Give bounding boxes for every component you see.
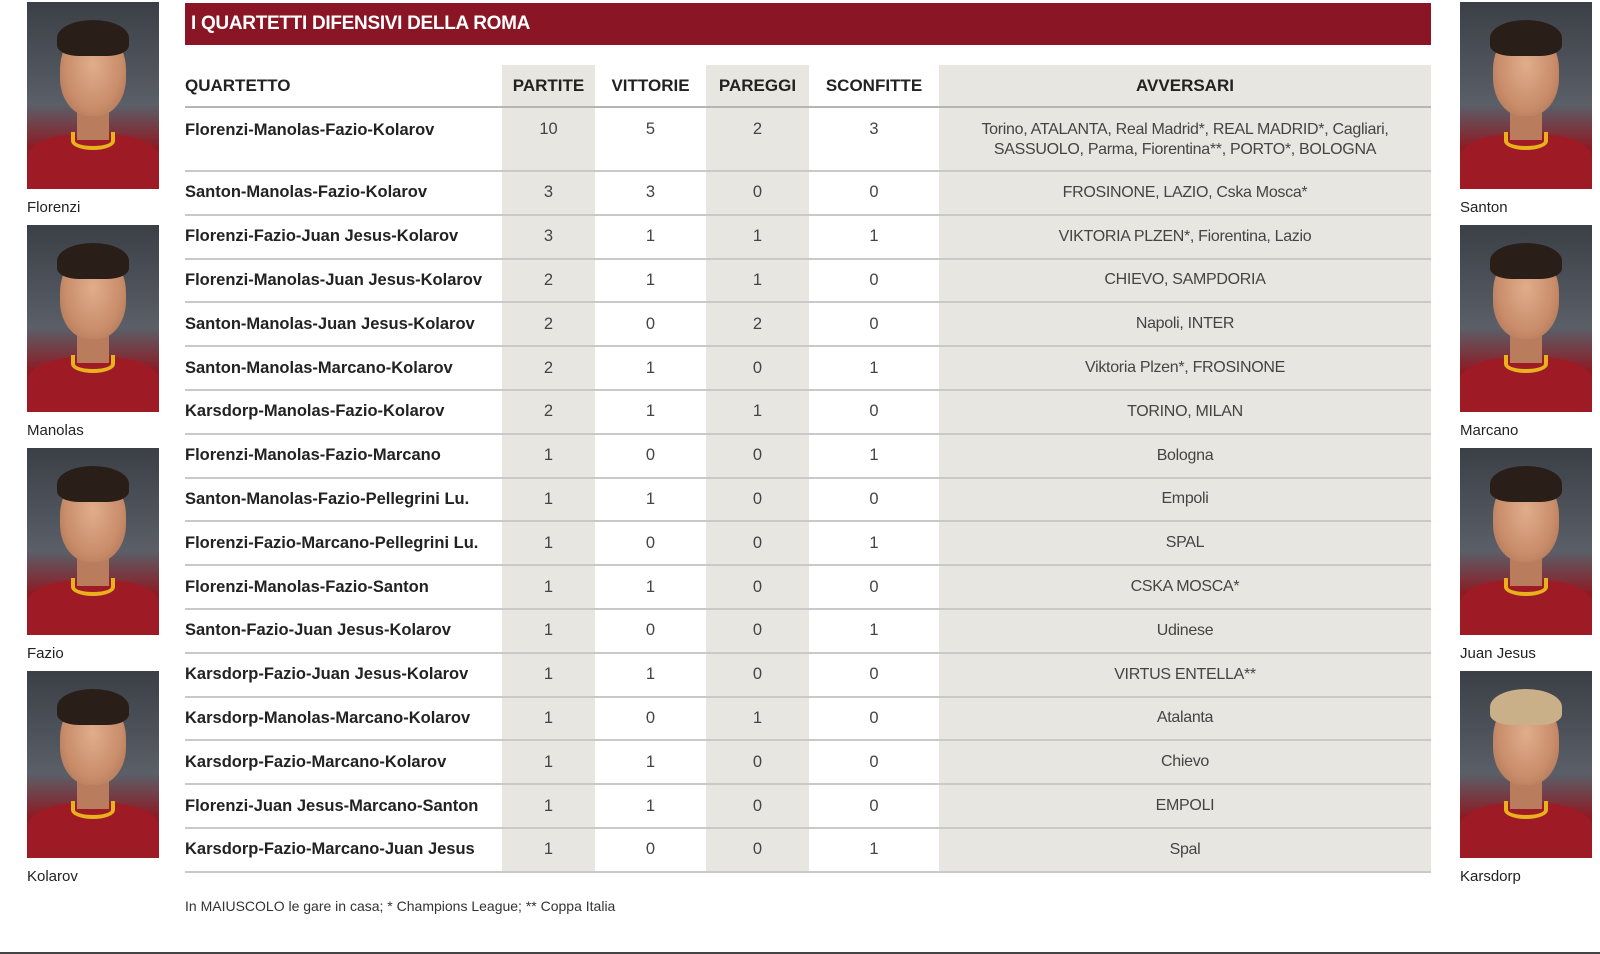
cell-sconfitte: 0: [809, 653, 939, 697]
cell-pareggi: 1: [706, 259, 809, 303]
cell-vittorie: 0: [595, 521, 706, 565]
cell-partite: 1: [502, 434, 595, 478]
player-card-manolas: [27, 225, 159, 439]
player-photo: [1460, 225, 1592, 412]
cell-pareggi: 0: [706, 171, 809, 215]
player-name: Santon: [1460, 199, 1508, 216]
cell-partite: 3: [502, 171, 595, 215]
cell-vittorie: 1: [595, 653, 706, 697]
header-vittorie: VITTORIE: [595, 65, 706, 107]
cell-quartetto: Santon-Manolas-Marcano-Kolarov: [185, 346, 502, 390]
cell-avversari: SPAL: [939, 521, 1431, 565]
header-partite: PARTITE: [502, 65, 595, 107]
cell-avversari: Napoli, INTER: [939, 302, 1431, 346]
player-photo: [1460, 448, 1592, 635]
cell-sconfitte: 0: [809, 259, 939, 303]
cell-sconfitte: 1: [809, 346, 939, 390]
table-row: [185, 478, 1431, 522]
header-sconfitte: SCONFITTE: [809, 65, 939, 107]
table-row: [185, 653, 1431, 697]
cell-sconfitte: 1: [809, 609, 939, 653]
cell-avversari: TORINO, MILAN: [939, 390, 1431, 434]
cell-partite: 2: [502, 302, 595, 346]
cell-quartetto: Santon-Manolas-Fazio-Kolarov: [185, 171, 502, 215]
cell-quartetto: Santon-Fazio-Juan Jesus-Kolarov: [185, 609, 502, 653]
player-card-juan-jesus: [1460, 448, 1592, 662]
cell-quartetto: Florenzi-Manolas-Fazio-Marcano: [185, 434, 502, 478]
table-body: [185, 107, 1431, 872]
cell-sconfitte: 0: [809, 478, 939, 522]
cell-vittorie: 0: [595, 697, 706, 741]
cell-vittorie: 1: [595, 259, 706, 303]
player-name: Florenzi: [27, 199, 81, 216]
cell-vittorie: 0: [595, 302, 706, 346]
cell-vittorie: 3: [595, 171, 706, 215]
table-row: [185, 215, 1431, 259]
player-card-karsdorp: [1460, 671, 1592, 885]
cell-quartetto: Karsdorp-Fazio-Marcano-Kolarov: [185, 740, 502, 784]
cell-pareggi: 2: [706, 302, 809, 346]
table-row: [185, 565, 1431, 609]
footnote: In MAIUSCOLO le gare in casa; * Champions League; ** Coppa Italia: [185, 898, 616, 914]
table-header-row: [185, 65, 1431, 107]
cell-partite: 1: [502, 697, 595, 741]
cell-avversari: Chievo: [939, 740, 1431, 784]
cell-quartetto: Florenzi-Manolas-Juan Jesus-Kolarov: [185, 259, 502, 303]
cell-avversari: CHIEVO, SAMPDORIA: [939, 259, 1431, 303]
cell-partite: 3: [502, 215, 595, 259]
cell-pareggi: 0: [706, 478, 809, 522]
cell-avversari: Empoli: [939, 478, 1431, 522]
cell-pareggi: 0: [706, 434, 809, 478]
table-row: [185, 346, 1431, 390]
cell-sconfitte: 1: [809, 434, 939, 478]
cell-avversari: Torino, ATALANTA, Real Madrid*, REAL MADRID*, Cagliari, SASSUOLO, Parma, Fiorentina**, PORTO*, BOLOGNA: [939, 107, 1431, 171]
cell-partite: 2: [502, 390, 595, 434]
player-photo: [27, 2, 159, 189]
cell-avversari: FROSINONE, LAZIO, Cska Mosca*: [939, 171, 1431, 215]
cell-partite: 10: [502, 107, 595, 171]
cell-pareggi: 0: [706, 740, 809, 784]
cell-partite: 1: [502, 784, 595, 828]
cell-quartetto: Karsdorp-Fazio-Juan Jesus-Kolarov: [185, 653, 502, 697]
cell-vittorie: 1: [595, 565, 706, 609]
player-photo: [1460, 2, 1592, 189]
table-row: [185, 740, 1431, 784]
cell-pareggi: 1: [706, 215, 809, 259]
table-row: [185, 302, 1431, 346]
cell-avversari: VIRTUS ENTELLA**: [939, 653, 1431, 697]
cell-quartetto: Florenzi-Fazio-Juan Jesus-Kolarov: [185, 215, 502, 259]
cell-vittorie: 1: [595, 784, 706, 828]
cell-pareggi: 1: [706, 390, 809, 434]
player-card-florenzi: [27, 2, 159, 216]
cell-sconfitte: 1: [809, 215, 939, 259]
player-photo: [1460, 671, 1592, 858]
cell-avversari: Udinese: [939, 609, 1431, 653]
cell-avversari: EMPOLI: [939, 784, 1431, 828]
cell-sconfitte: 3: [809, 107, 939, 171]
cell-avversari: Viktoria Plzen*, FROSINONE: [939, 346, 1431, 390]
player-name: Karsdorp: [1460, 868, 1521, 885]
cell-quartetto: Florenzi-Juan Jesus-Marcano-Santon: [185, 784, 502, 828]
cell-partite: 2: [502, 259, 595, 303]
quartets-table: [185, 65, 1431, 873]
cell-vittorie: 1: [595, 478, 706, 522]
cell-sconfitte: 0: [809, 302, 939, 346]
cell-partite: 2: [502, 346, 595, 390]
cell-quartetto: Florenzi-Manolas-Fazio-Santon: [185, 565, 502, 609]
cell-quartetto: Karsdorp-Manolas-Marcano-Kolarov: [185, 697, 502, 741]
table-row: [185, 259, 1431, 303]
cell-avversari: Atalanta: [939, 697, 1431, 741]
cell-pareggi: 2: [706, 107, 809, 171]
cell-avversari: Bologna: [939, 434, 1431, 478]
cell-partite: 1: [502, 828, 595, 872]
cell-vittorie: 0: [595, 828, 706, 872]
cell-partite: 1: [502, 521, 595, 565]
player-photo: [27, 671, 159, 858]
player-name: Kolarov: [27, 868, 78, 885]
cell-sconfitte: 0: [809, 565, 939, 609]
player-photo: [27, 225, 159, 412]
cell-vittorie: 0: [595, 609, 706, 653]
cell-sconfitte: 0: [809, 784, 939, 828]
player-card-fazio: [27, 448, 159, 662]
cell-quartetto: Santon-Manolas-Juan Jesus-Kolarov: [185, 302, 502, 346]
table-row: [185, 521, 1431, 565]
cell-sconfitte: 0: [809, 390, 939, 434]
cell-vittorie: 1: [595, 215, 706, 259]
page-title: I QUARTETTI DIFENSIVI DELLA ROMA: [185, 3, 1431, 45]
cell-quartetto: Florenzi-Fazio-Marcano-Pellegrini Lu.: [185, 521, 502, 565]
cell-pareggi: 0: [706, 784, 809, 828]
cell-pareggi: 1: [706, 697, 809, 741]
table-row: [185, 107, 1431, 171]
table-row: [185, 434, 1431, 478]
table-row: [185, 171, 1431, 215]
cell-pareggi: 0: [706, 653, 809, 697]
cell-sconfitte: 1: [809, 521, 939, 565]
table-row: [185, 828, 1431, 872]
cell-vittorie: 0: [595, 434, 706, 478]
cell-avversari: VIKTORIA PLZEN*, Fiorentina, Lazio: [939, 215, 1431, 259]
player-card-santon: [1460, 2, 1592, 216]
cell-partite: 1: [502, 609, 595, 653]
cell-partite: 1: [502, 740, 595, 784]
cell-quartetto: Karsdorp-Manolas-Fazio-Kolarov: [185, 390, 502, 434]
cell-avversari: CSKA MOSCA*: [939, 565, 1431, 609]
player-name: Fazio: [27, 645, 64, 662]
cell-pareggi: 0: [706, 828, 809, 872]
table-row: [185, 390, 1431, 434]
cell-quartetto: Florenzi-Manolas-Fazio-Kolarov: [185, 107, 502, 171]
cell-pareggi: 0: [706, 565, 809, 609]
header-avversari: AVVERSARI: [939, 65, 1431, 107]
cell-partite: 1: [502, 565, 595, 609]
cell-avversari: Spal: [939, 828, 1431, 872]
cell-pareggi: 0: [706, 521, 809, 565]
header-quartetto: QUARTETTO: [185, 65, 502, 107]
cell-sconfitte: 1: [809, 828, 939, 872]
cell-partite: 1: [502, 478, 595, 522]
cell-sconfitte: 0: [809, 171, 939, 215]
cell-vittorie: 5: [595, 107, 706, 171]
cell-quartetto: Karsdorp-Fazio-Marcano-Juan Jesus: [185, 828, 502, 872]
table-row: [185, 609, 1431, 653]
cell-sconfitte: 0: [809, 740, 939, 784]
player-name: Marcano: [1460, 422, 1519, 439]
table-row: [185, 697, 1431, 741]
cell-pareggi: 0: [706, 609, 809, 653]
cell-partite: 1: [502, 653, 595, 697]
header-pareggi: PAREGGI: [706, 65, 809, 107]
player-photo: [27, 448, 159, 635]
player-name: Manolas: [27, 422, 84, 439]
player-card-marcano: [1460, 225, 1592, 439]
cell-sconfitte: 0: [809, 697, 939, 741]
cell-vittorie: 1: [595, 346, 706, 390]
cell-pareggi: 0: [706, 346, 809, 390]
cell-quartetto: Santon-Manolas-Fazio-Pellegrini Lu.: [185, 478, 502, 522]
cell-vittorie: 1: [595, 740, 706, 784]
player-name: Juan Jesus: [1460, 645, 1536, 662]
player-card-kolarov: [27, 671, 159, 885]
table-row: [185, 784, 1431, 828]
cell-vittorie: 1: [595, 390, 706, 434]
